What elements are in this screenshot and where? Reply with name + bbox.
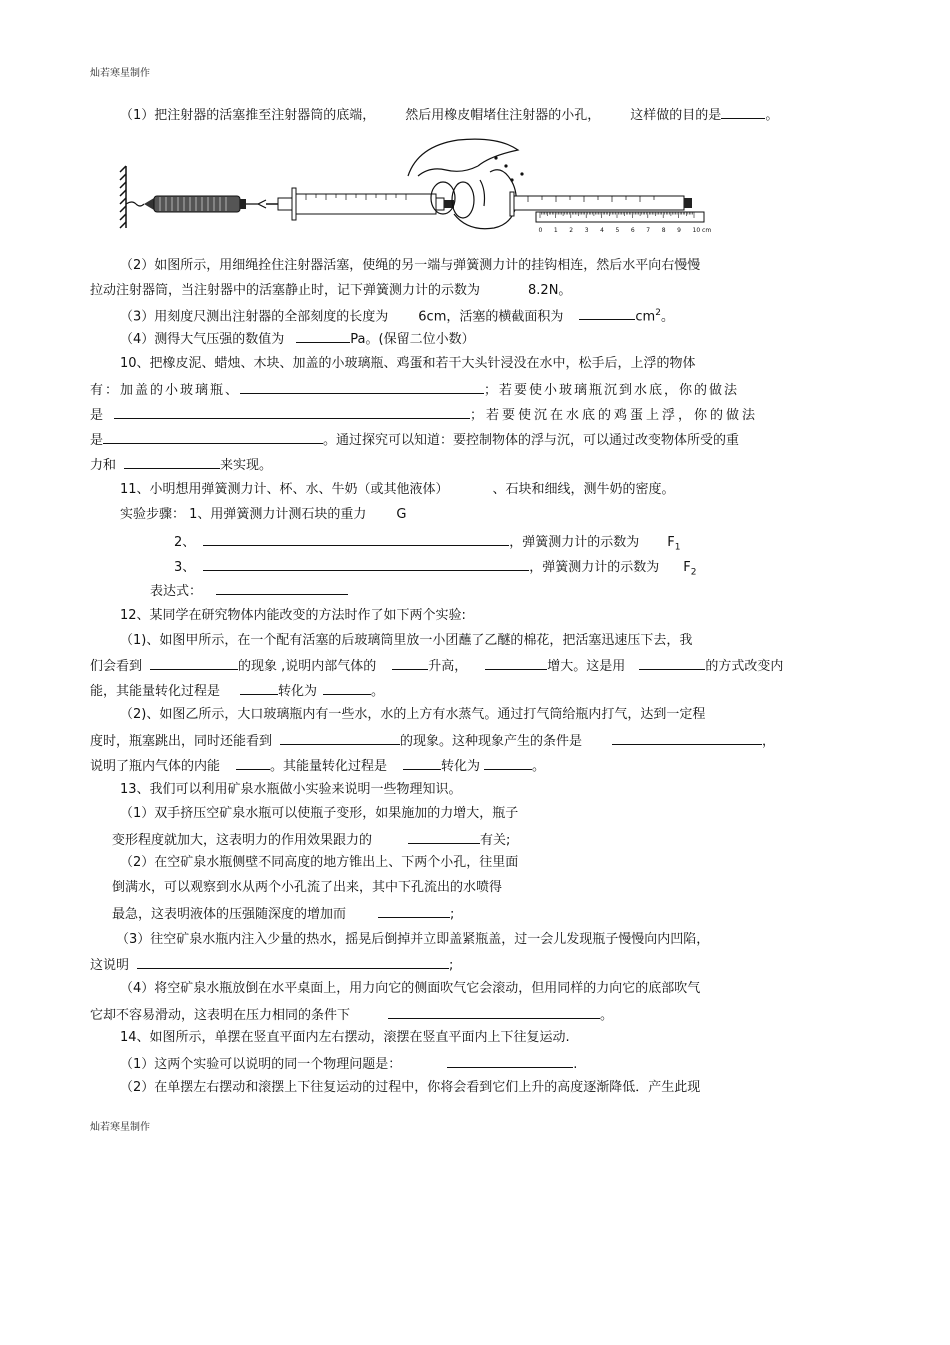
- q9-area-blank[interactable]: [579, 307, 635, 320]
- wall: [120, 166, 126, 228]
- q12-blank-5[interactable]: [240, 682, 278, 695]
- q13-line9: （4）将空矿泉水瓶放倒在水平桌面上，用力向它的侧面吹气它会滚动，但用同样的力向它的底部吹气: [120, 981, 701, 996]
- q13-line3: 变形程度就加大，这表明力的作用效果跟力的 有关;: [112, 833, 511, 848]
- q10-line3: 是 ；若要使沉在水底的鸡蛋上浮，你的做法: [90, 408, 759, 423]
- q11-line1: 11、小明想用弹簧测力计、杯、水、牛奶（或其他液体） 、石块和细线，测牛奶的密度。: [120, 482, 675, 497]
- q12-line6: 度时，瓶塞跳出，同时还能看到 的现象。这种现象产生的条件是 ，: [90, 734, 776, 749]
- syringe-with-ruler: [510, 192, 711, 234]
- q13-line5: 倒满水，可以观察到水从两个小孔流了出来，其中下孔流出的水喷得: [112, 880, 503, 895]
- q10-line2: 有：加盖的小玻璃瓶、 ；若要使小玻璃瓶沉到水底，你的做法: [90, 383, 740, 398]
- q12-blank-3[interactable]: [485, 657, 547, 670]
- ruler-tick-label: 10 cm: [692, 227, 712, 234]
- q13-line6: 最急，这表明液体的压强随深度的增加而 ;: [112, 907, 455, 922]
- q10-blank-4[interactable]: [124, 456, 220, 469]
- q13-line1: 13、我们可以利用矿泉水瓶做小实验来说明一些物理知识。: [120, 782, 462, 797]
- q13-line7: （3）往空矿泉水瓶内注入少量的热水，摇晃后倒掉并立即盖紧瓶盖，过一会儿发现瓶子慢慢向内凹陷，: [116, 932, 710, 947]
- q9-pressure-blank[interactable]: [296, 330, 350, 343]
- q13-line4: （2）在空矿泉水瓶侧壁不同高度的地方锥出上、下两个小孔，往里面: [120, 855, 519, 870]
- q12-blank-9[interactable]: [236, 757, 270, 770]
- q11-step3: 3、 ，弹簧测力计的示数为 $F_2$: [174, 560, 697, 578]
- q12-blank-2[interactable]: [392, 657, 428, 670]
- q12-blank-11[interactable]: [484, 757, 532, 770]
- ruler-tick-label: 6: [630, 227, 635, 234]
- ruler-tick-label: 2: [569, 227, 574, 234]
- q11-line2: 实验步骤： 1、用弹簧测力计测石块的重力 G: [120, 507, 407, 522]
- q10-line5: 力和 来实现。: [90, 458, 273, 473]
- q10-blank-2[interactable]: [114, 406, 470, 419]
- q13-line2: （1）双手挤压空矿泉水瓶可以使瓶子变形，如果施加的力增大，瓶子: [120, 806, 519, 821]
- q13-blank-3[interactable]: [137, 956, 449, 969]
- q12-line5: （2)、如图乙所示，大口玻璃瓶内有一些水，水的上方有水蒸气。通过打气筒给瓶内打气，达到一定程: [120, 707, 706, 722]
- q9-part2-line2: 拉动注射器筒，当注射器中的活塞静止时，记下弹簧测力计的示数为 8.2N。: [90, 283, 572, 298]
- q12-blank-1[interactable]: [150, 657, 238, 670]
- q12-line7: 说明了瓶内气体的内能 。其能量转化过程是 转化为 。: [90, 759, 546, 774]
- q13-blank-4[interactable]: [388, 1006, 600, 1019]
- q12-line2: （1)、如图甲所示，在一个配有活塞的后玻璃筒里放一小团蘸了乙醚的棉花，把活塞迅速压下去，我: [120, 633, 693, 648]
- q12-line1: 12、某同学在研究物体内能改变的方法时作了如下两个实验:: [120, 608, 466, 623]
- q13-blank-2[interactable]: [378, 905, 450, 918]
- ruler-tick-label: 3: [584, 227, 589, 234]
- q9-part2-line1: （2）如图所示，用细绳拴住注射器活塞，使绳的另一端与弹簧测力计的挂钩相连，然后水平向右慢慢: [120, 258, 701, 273]
- q11-step2-blank[interactable]: [203, 533, 509, 546]
- q12-blank-8[interactable]: [612, 732, 762, 745]
- ruler-tick-label: 0: [538, 227, 543, 234]
- q12-blank-6[interactable]: [323, 682, 371, 695]
- q13-blank-1[interactable]: [408, 831, 480, 844]
- q14-blank-1[interactable]: [447, 1055, 573, 1068]
- q14-line1: 14、如图所示，单摆在竖直平面内左右摆动，滚摆在竖直平面内上下往复运动.: [120, 1030, 570, 1045]
- q10-line4: 是 。通过探究可以知道：要控制物体的浮与沉，可以通过改变物体所受的重: [90, 433, 740, 448]
- spring-scale: [126, 196, 266, 212]
- q12-line3: 们会看到 的现象 ,说明内部气体的 升高， 增大。这是用 的方式改变内: [90, 659, 784, 674]
- q14-line2: （1）这两个实验可以说明的同一个物理问题是： .: [120, 1057, 578, 1072]
- q11-step3-blank[interactable]: [203, 558, 529, 571]
- q12-blank-10[interactable]: [403, 757, 441, 770]
- q9-part1: （1）把注射器的活塞推至注射器筒的底端， 然后用橡皮帽堵住注射器的小孔， 这样做的目的是 。: [120, 108, 779, 123]
- page-header: 灿若寒星制作: [90, 68, 150, 79]
- q13-line10: 它却不容易滑动，这表明在压力相同的条件下 。: [90, 1008, 614, 1023]
- q13-line8: 这说明 ;: [90, 958, 454, 973]
- ruler-tick-label: 4: [600, 227, 604, 234]
- ruler-tick-label: 1: [553, 227, 558, 234]
- ruler-tick-label: 8: [661, 227, 666, 234]
- q9-part3: （3）用刻度尺测出注射器的全部刻度的长度为 6cm，活塞的横截面积为 $cm^2$。: [120, 308, 674, 325]
- q11-expression-blank[interactable]: [216, 582, 348, 595]
- q12-blank-7[interactable]: [280, 732, 400, 745]
- q10-blank-1[interactable]: [240, 381, 484, 394]
- q9-answer-blank-1[interactable]: [721, 106, 765, 119]
- syringe: [266, 188, 454, 220]
- experiment-figure: [118, 136, 718, 248]
- q10-blank-3[interactable]: [103, 431, 323, 444]
- q11-expression: 表达式：: [150, 582, 348, 600]
- q10-line1: 10、把橡皮泥、蜡烛、木块、加盖的小玻璃瓶、鸡蛋和若干大头针浸没在水中，松手后，上浮的物体: [120, 356, 696, 371]
- ruler-tick-label: 7: [646, 227, 651, 234]
- hand-illustration: [408, 139, 523, 229]
- ruler-tick-label: 9: [677, 227, 681, 234]
- q12-blank-4[interactable]: [639, 657, 705, 670]
- q14-line3: （2）在单摆左右摆动和滚摆上下往复运动的过程中，你将会看到它们上升的高度逐渐降低．产生此现: [120, 1080, 701, 1095]
- page-footer: 灿若寒星制作: [90, 1122, 150, 1133]
- q9-part4: （4）测得大气压强的数值为 Pa。(保留二位小数）: [120, 332, 475, 347]
- q11-step2: 2、 ，弹簧测力计的示数为 $F_1$: [174, 535, 681, 553]
- ruler-tick-label: 5: [615, 227, 620, 234]
- q12-line4: 能，其能量转化过程是 转化为 。: [90, 684, 385, 699]
